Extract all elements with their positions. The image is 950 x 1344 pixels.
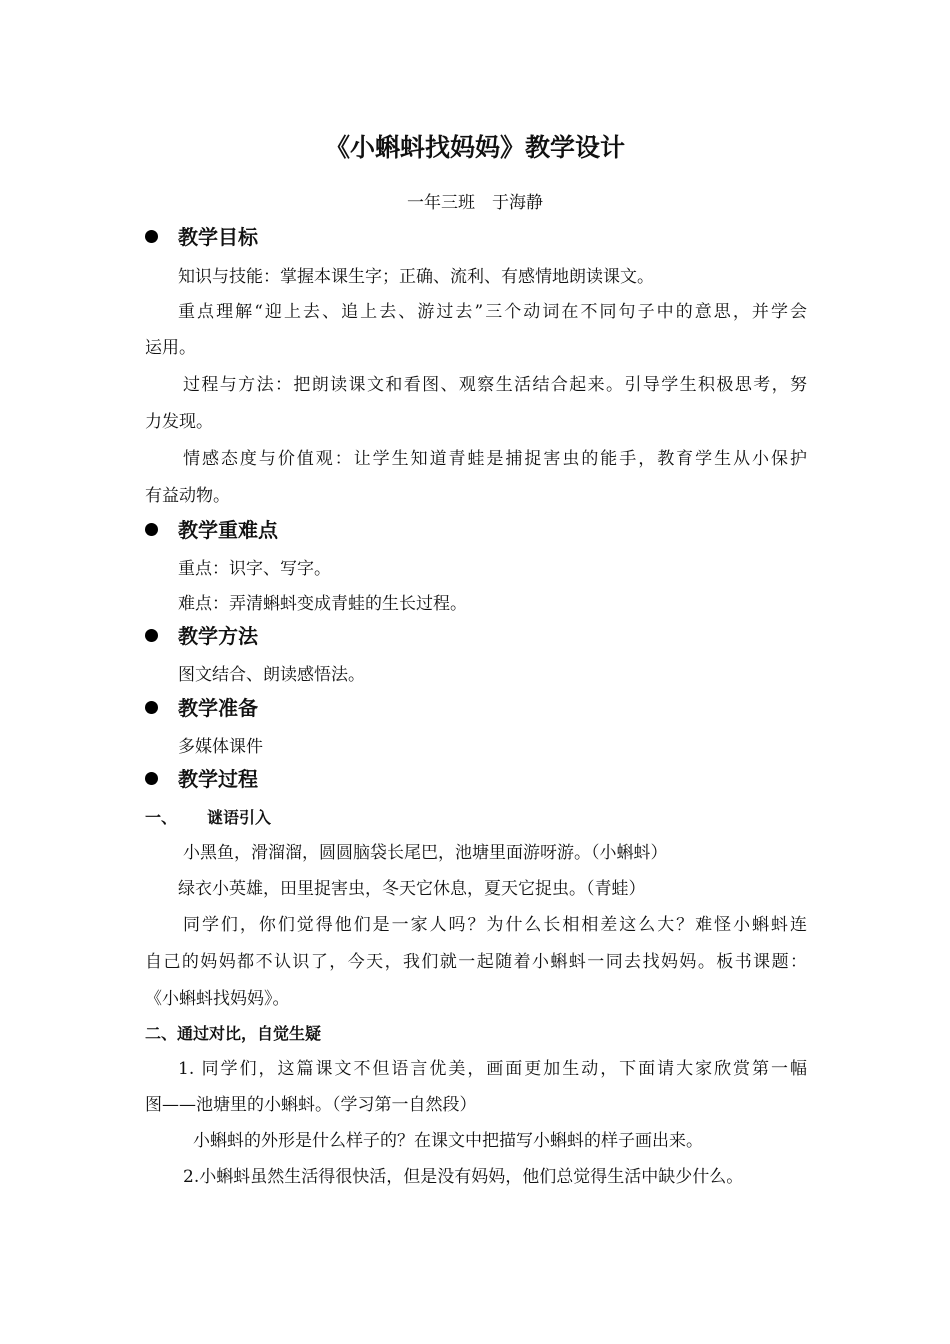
riddle-2: 绿衣小英雄，田里捉害虫，冬天它休息，夏天它捉虫。（青蛙） <box>178 879 646 899</box>
goals-paragraph-4-line-1: 情感态度与价值观：让学生知道青蛙是捕捉害虫的能手，教育学生从小保护 <box>183 449 807 469</box>
intro-paragraph-line-1: 同学们，你们觉得他们是一家人吗？为什么长相相差这么大？难怪小蝌蚪连 <box>183 915 807 935</box>
bullet-icon <box>145 230 158 243</box>
riddle-1: 小黑鱼，滑溜溜，圆圆脑袋长尾巴，池塘里面游呀游。（小蝌蚪） <box>183 843 668 863</box>
method-paragraph-1: 图文结合、朗读感悟法。 <box>178 665 365 685</box>
step-2-heading: 二、通过对比，自觉生疑 <box>145 1024 322 1043</box>
intro-paragraph-line-2: 自己的妈妈都不认识了，今天，我们就一起随着小蝌蚪一同去找妈妈。板书课题： <box>145 952 807 972</box>
bullet-icon <box>145 772 158 785</box>
goals-paragraph-3-line-2: 力发现。 <box>145 412 213 432</box>
bullet-icon <box>145 523 158 536</box>
prep-paragraph-1: 多媒体课件 <box>178 737 263 757</box>
heading-method-label: 教学方法 <box>178 624 258 648</box>
goals-paragraph-3-line-1: 过程与方法：把朗读课文和看图、观察生活结合起来。引导学生积极思考，努 <box>183 375 807 395</box>
goals-paragraph-2-line-2: 运用。 <box>145 338 196 358</box>
author-line: 一年三班 于海静 <box>407 193 543 213</box>
goals-paragraph-1: 知识与技能：掌握本课生字；正确、流利、有感情地朗读课文。 <box>178 267 654 287</box>
bullet-icon <box>145 701 158 714</box>
goals-paragraph-2-line-1: 重点理解“迎上去、追上去、游过去”三个动词在不同句子中的意思，并学会 <box>178 302 807 322</box>
heading-process <box>145 763 258 792</box>
heading-key-points-label: 教学重难点 <box>178 518 278 542</box>
step-2-paragraph-3: 2.小蝌蚪虽然生活得很快活，但是没有妈妈，他们总觉得生活中缺少什么。 <box>183 1167 744 1187</box>
heading-method <box>145 620 258 649</box>
heading-prep <box>145 692 258 721</box>
step-2-paragraph-1-line-2: 图——池塘里的小蝌蚪。（学习第一自然段） <box>145 1095 477 1115</box>
heading-key-points <box>145 514 278 543</box>
step-1-number: 一、 <box>145 808 178 827</box>
key-points-paragraph-1: 重点：识字、写字。 <box>178 559 331 579</box>
step-2-paragraph-2: 小蝌蚪的外形是什么样子的？在课文中把描写小蝌蚪的样子画出来。 <box>193 1131 703 1151</box>
bullet-icon <box>145 629 158 642</box>
step-1-heading <box>145 805 271 828</box>
step-2-paragraph-1-line-1: 1. 同学们，这篇课文不但语言优美，画面更加生动，下面请大家欣赏第一幅 <box>178 1059 807 1079</box>
heading-process-label: 教学过程 <box>178 767 258 791</box>
heading-goals-label: 教学目标 <box>178 225 258 249</box>
step-1-title: 谜语引入 <box>207 808 272 827</box>
page-title: 《小蝌蚪找妈妈》教学设计 <box>324 133 625 162</box>
intro-paragraph-line-3: 《小蝌蚪找妈妈》。 <box>145 989 290 1009</box>
goals-paragraph-4-line-2: 有益动物。 <box>145 486 230 506</box>
key-points-paragraph-2: 难点：弄清蝌蚪变成青蛙的生长过程。 <box>178 594 467 614</box>
heading-prep-label: 教学准备 <box>178 696 258 720</box>
heading-goals <box>145 221 258 250</box>
